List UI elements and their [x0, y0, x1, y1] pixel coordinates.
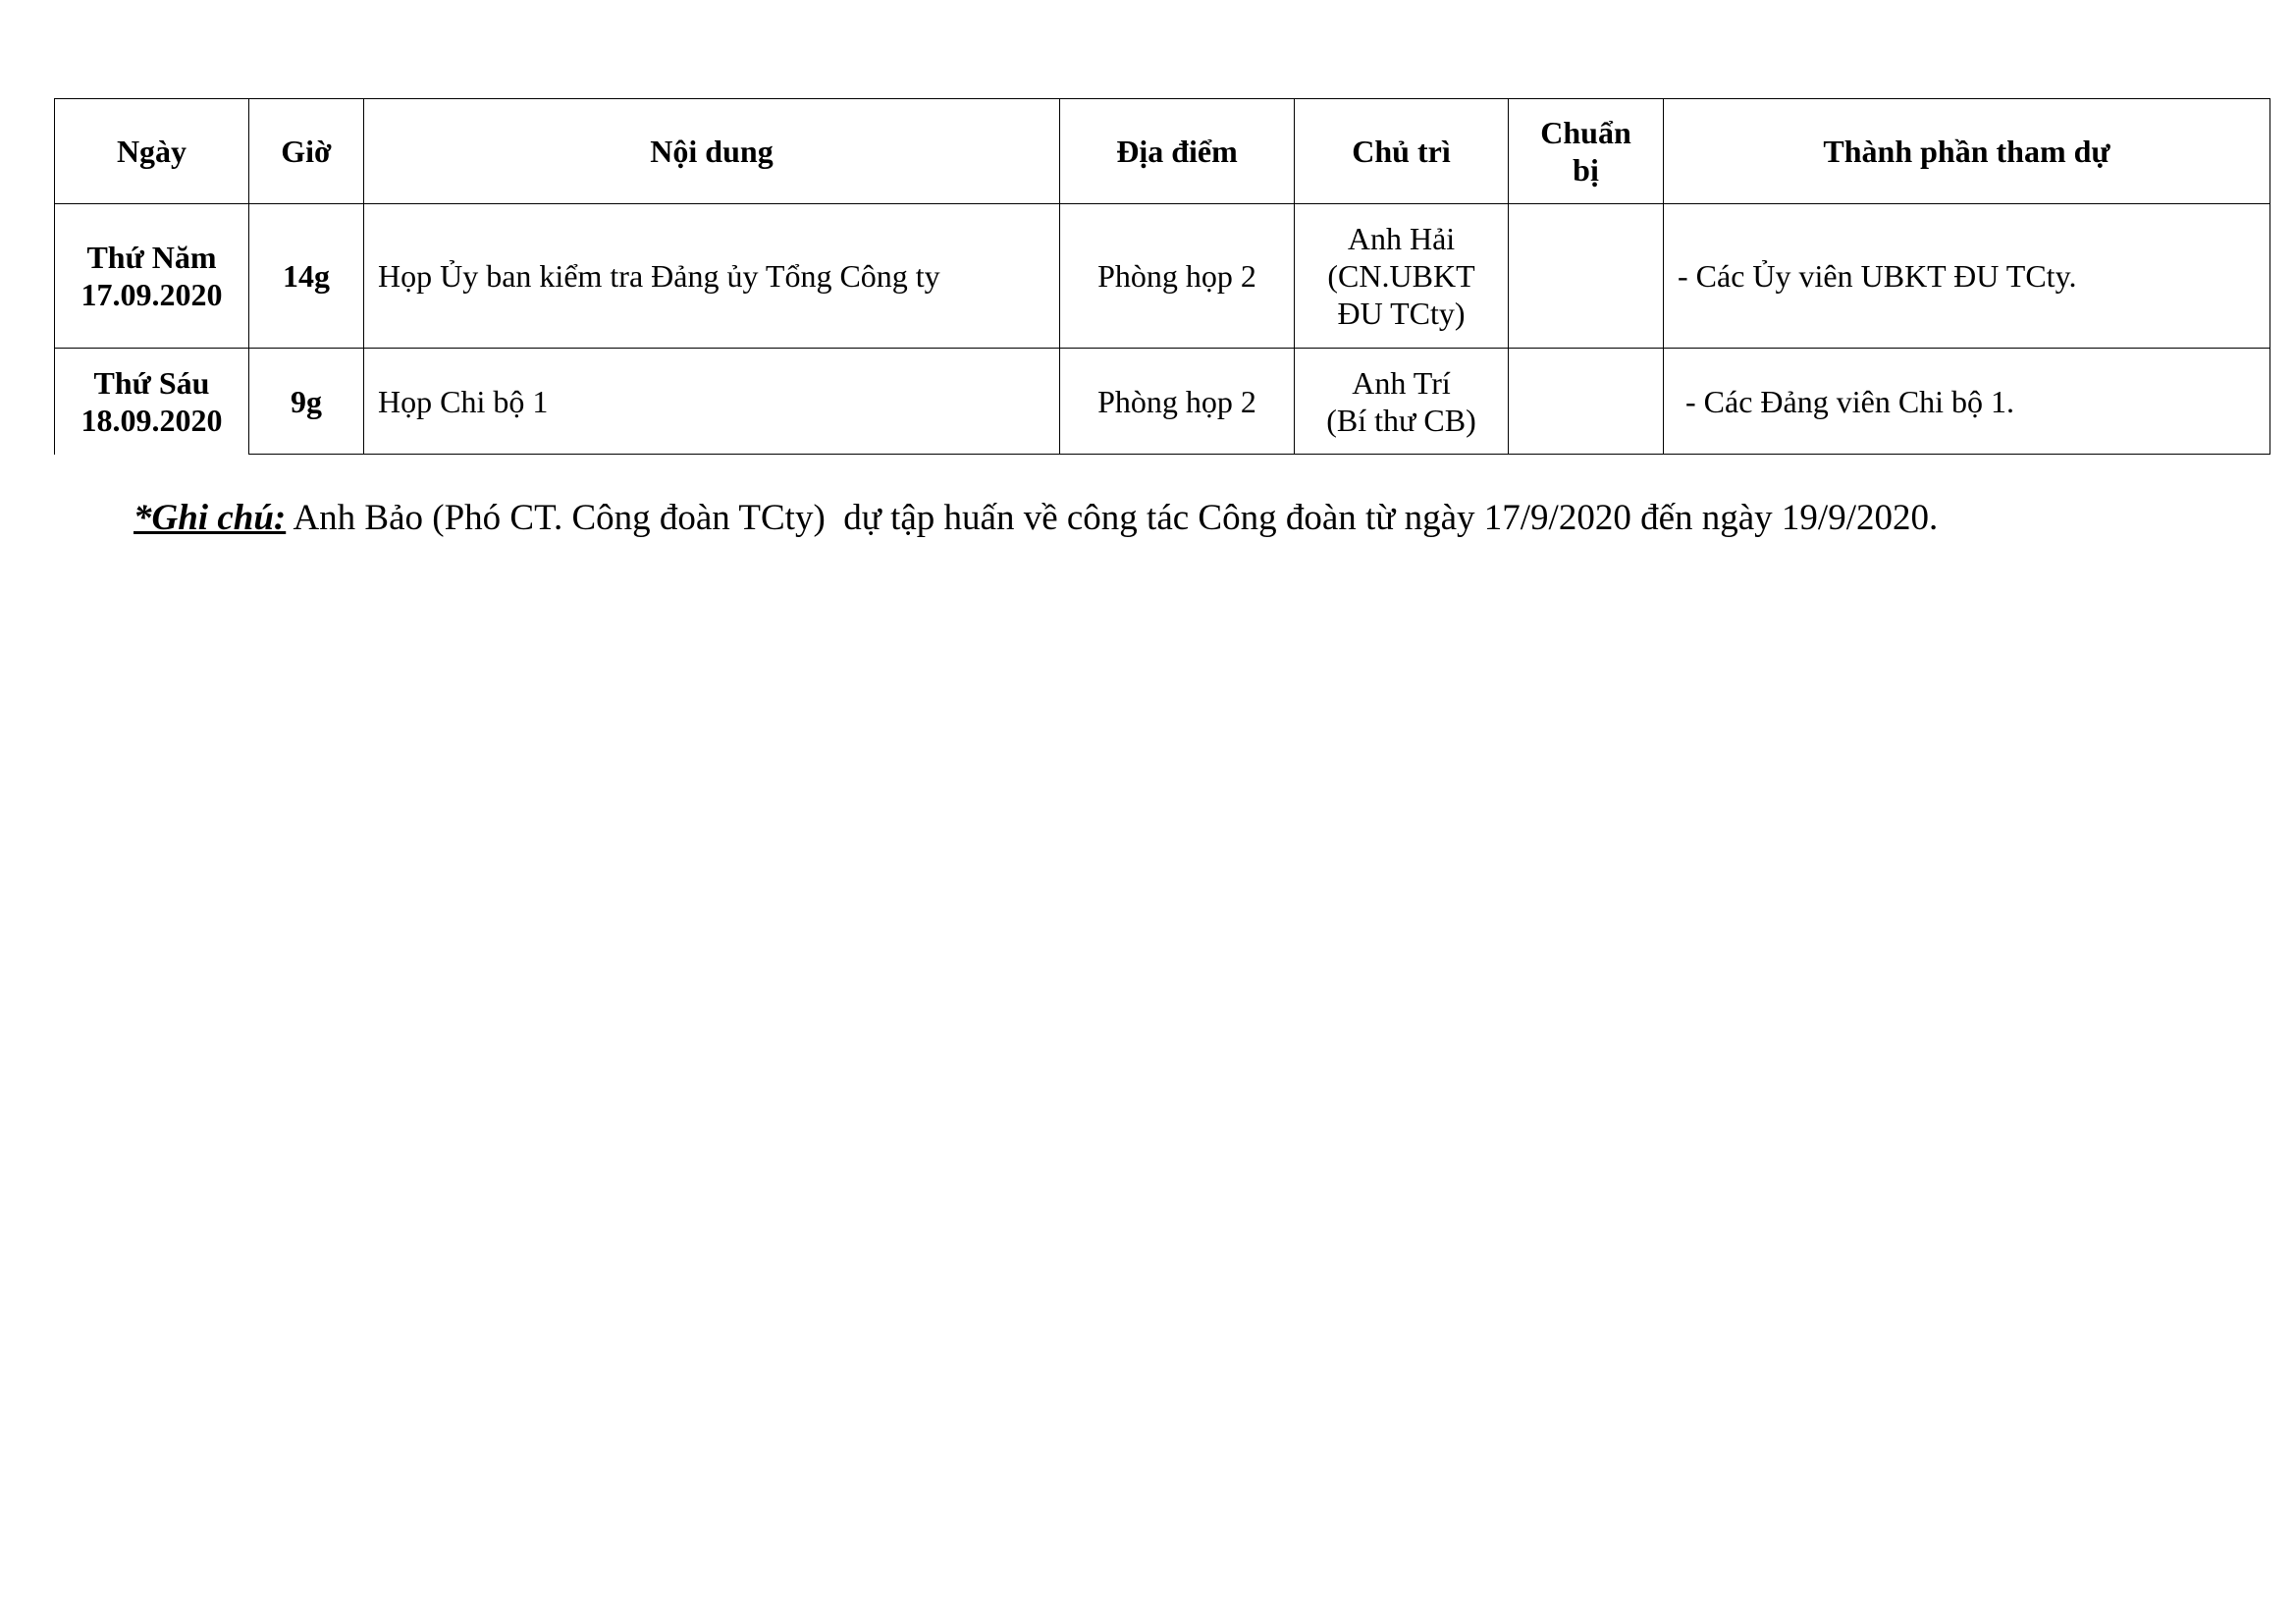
content-cell: Họp Chi bộ 1	[364, 349, 1060, 455]
table-row	[55, 349, 2270, 455]
header-content: Nội dung	[364, 99, 1060, 204]
date-cell: Thứ Năm 17.09.2020	[55, 204, 249, 349]
note-text: Anh Bảo (Phó CT. Công đoàn TCty) dự tập huấn về công tác Công đoàn từ ngày 17/9/2020 đến ngày 19/9/2020.	[286, 498, 1939, 538]
header-attendees: Thành phần tham dự	[1664, 99, 2270, 204]
chair-cell: Anh Hải (CN.UBKT ĐU TCty)	[1295, 204, 1509, 349]
date-cell: Thứ Sáu 18.09.2020	[55, 349, 249, 455]
header-row	[55, 99, 2270, 204]
time-cell: 14g	[249, 204, 364, 349]
attendees-cell: - Các Ủy viên UBKT ĐU TCty.	[1664, 204, 2270, 349]
table-row	[55, 204, 2270, 349]
chair-cell: Anh Trí (Bí thư CB)	[1295, 349, 1509, 455]
location-cell: Phòng họp 2	[1060, 204, 1295, 349]
schedule-table	[54, 98, 2270, 455]
note-label: *Ghi chú:	[133, 498, 287, 538]
prepare-cell	[1509, 204, 1664, 349]
location-cell: Phòng họp 2	[1060, 349, 1295, 455]
attendees-cell: - Các Đảng viên Chi bộ 1.	[1664, 349, 2270, 455]
header-chair: Chủ trì	[1295, 99, 1509, 204]
content-cell: Họp Ủy ban kiểm tra Đảng ủy Tổng Công ty	[364, 204, 1060, 349]
header-date: Ngày	[55, 99, 249, 204]
note	[133, 496, 1938, 541]
header-location: Địa điểm	[1060, 99, 1295, 204]
header-time: Giờ	[249, 99, 364, 204]
prepare-cell	[1509, 349, 1664, 455]
header-prepare: Chuẩn bị	[1509, 99, 1664, 204]
time-cell: 9g	[249, 349, 364, 455]
